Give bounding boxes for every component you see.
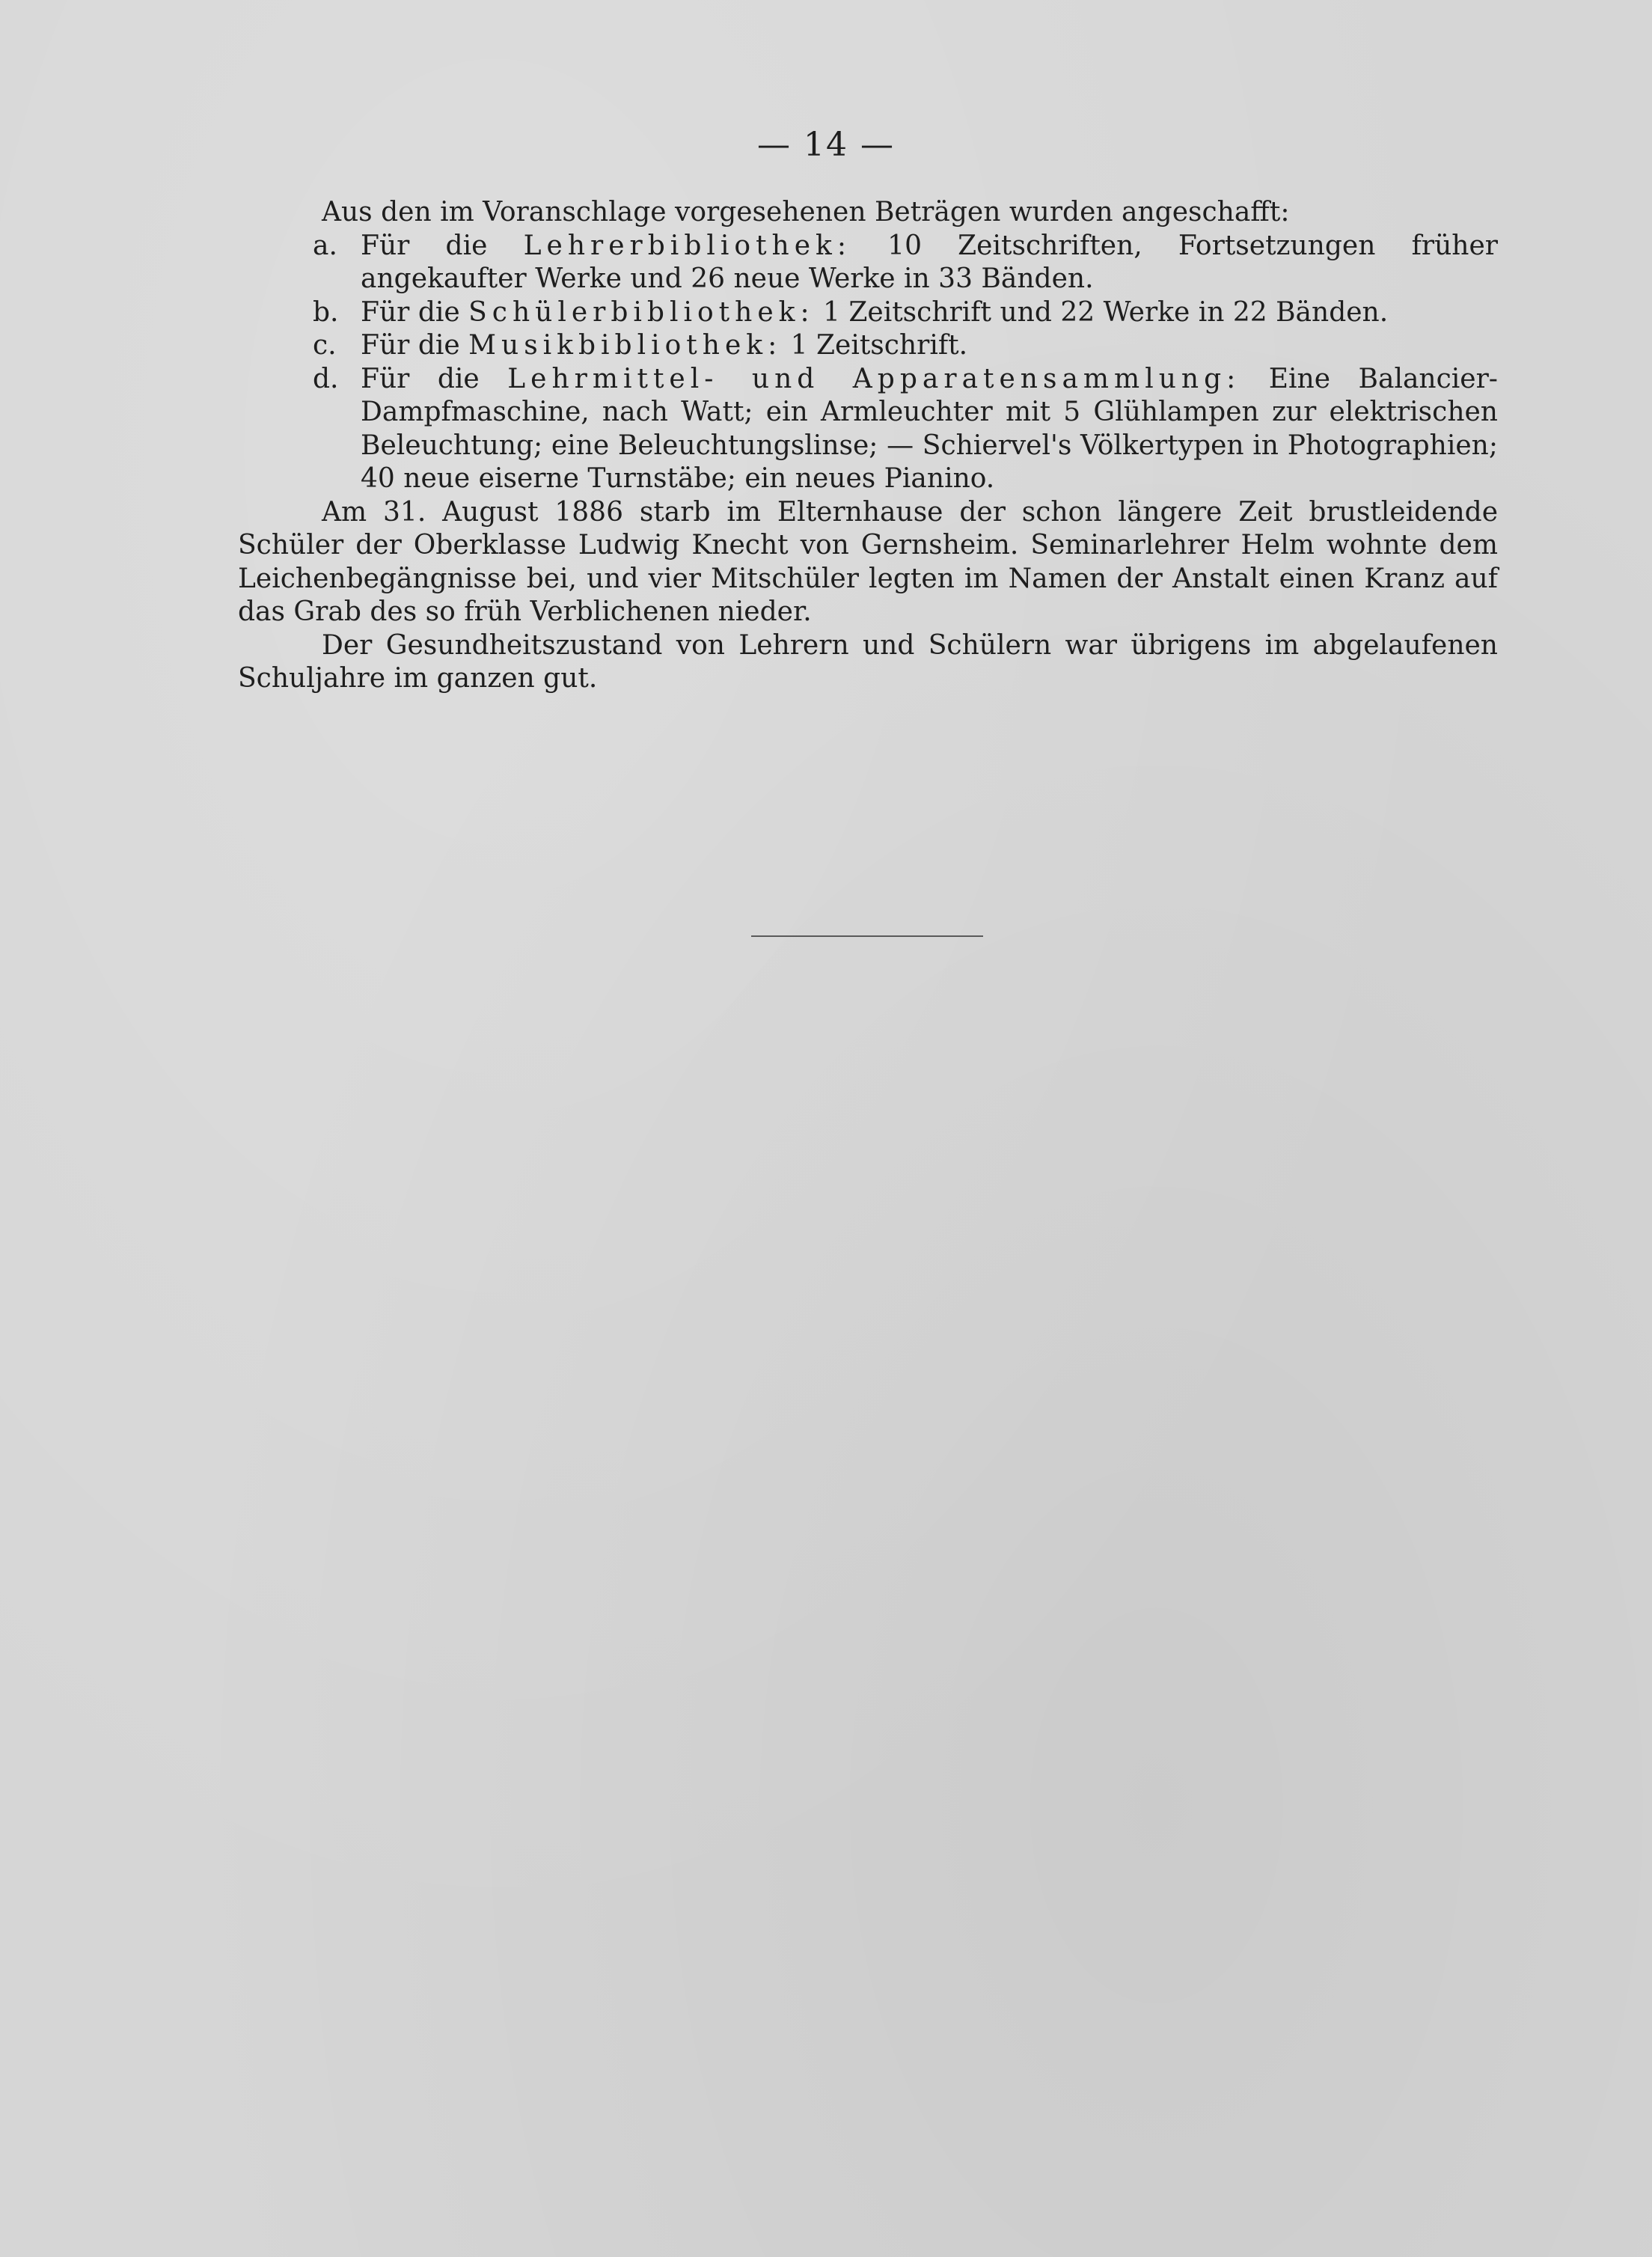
list-item-a [238,230,1498,296]
item-lead: Für die [361,330,460,361]
item-lead: Für die [361,230,488,261]
item-text: 1 Zeitschrift und 22 Werke in 22 Bänden. [823,296,1389,328]
item-label: d. [313,363,339,394]
item-heading-lehrmittelsammlung: Lehrmittel- und Apparatensammlung: [507,363,1241,394]
item-heading-schuelerbibliothek: Schülerbibliothek: [468,296,815,328]
item-label: c. [313,330,337,361]
item-text: 1 Zeitschrift. [790,330,968,361]
health-paragraph: Der Gesundheitszustand von Lehrern und Schülern war übrigens im abgelaufenen Schuljahre im ganzen gut. [238,629,1498,694]
list-item-c [238,329,1498,363]
item-lead: Für die [361,363,480,394]
list-item-b [238,296,1498,330]
item-text: 10 Zeitschriften, Fortsetzungen früher angekaufter Werke und 26 neue Werke in 33 Bänden. [361,230,1499,294]
item-lead: Für die [361,296,460,328]
item-heading-musikbibliothek: Musikbibliothek: [468,330,783,361]
item-text: Eine Balancier-Dampfmaschine, nach Watt; ein Armleuchter mit 5 Glühlampen zur elektrischen Beleuchtung; eine Beleuchtungslinse; — Schiervel's Völkertypen in Photographien; 40 neue eiserne Turnstäbe; ein neues Pianino. [361,363,1498,494]
obituary-paragraph: Am 31. August 1886 starb im Elternhause der schon längere Zeit brustleidende Schüler der Oberklasse Ludwig Knecht von Gernsheim. Seminarlehrer Helm wohnte dem Leichenbegängnisse bei, und vier Mitschüler legten im Namen der Anstalt einen Kranz auf das Grab des so früh Verblichenen nieder. [238,496,1498,627]
item-label: b. [313,296,339,328]
intro-paragraph: Aus den im Voranschlage vorgesehenen Beträgen wurden angeschafft: [322,197,1290,227]
section-divider-rule [751,935,983,937]
list-item-d [238,363,1498,496]
page-number: — 14 — [757,126,895,164]
item-heading-lehrerbibliothek: Lehrerbibliothek: [523,230,851,261]
item-label: a. [313,230,337,261]
body-text [238,196,1498,696]
